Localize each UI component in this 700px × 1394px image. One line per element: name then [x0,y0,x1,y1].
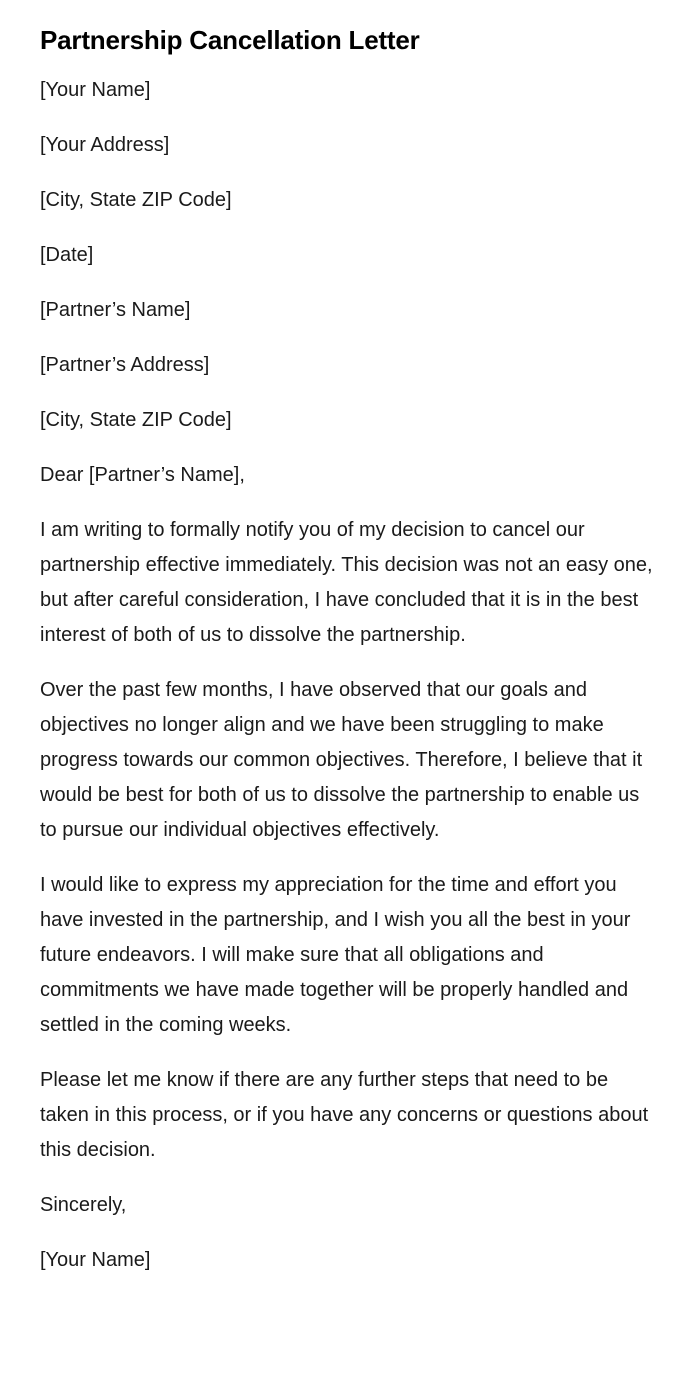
sender-city: [City, State ZIP Code] [40,189,232,211]
body-paragraph: Over the past few months, I have observed that our goals and objectives no longer align and we have been struggling to make progress towards our common objectives. Therefore, I believe that it would be best for both of us to dissolve the partnership to enable us to pursue our individual objectives effectively. [40,679,643,841]
closing: Sincerely, [40,1194,127,1216]
letter-title: Partnership Cancellation Letter [40,25,420,55]
sender-address: [Your Address] [40,134,170,156]
body-paragraph: I would like to express my appreciation for the time and effort you have invested in the partnership, and I wish you all the best in your future endeavors. I will make sure that all obligations and commitments we have made together will be properly handled and settled in the coming weeks. [40,874,631,1036]
recipient-name: [Partner’s Name] [40,299,191,321]
salutation: Dear [Partner’s Name], [40,464,245,486]
recipient-city: [City, State ZIP Code] [40,409,232,431]
letter-date: [Date] [40,244,94,266]
recipient-address: [Partner’s Address] [40,354,210,376]
body-paragraph: Please let me know if there are any further steps that need to be taken in this process, or if you have any concerns or questions about this decision. [40,1069,649,1161]
sender-name: [Your Name] [40,79,151,101]
body-paragraph: I am writing to formally notify you of my decision to cancel our partnership effective immediately. This decision was not an easy one, but after careful consideration, I have concluded that it is in the best interest of both of us to dissolve the partnership. [40,519,653,646]
signature-name: [Your Name] [40,1249,151,1271]
